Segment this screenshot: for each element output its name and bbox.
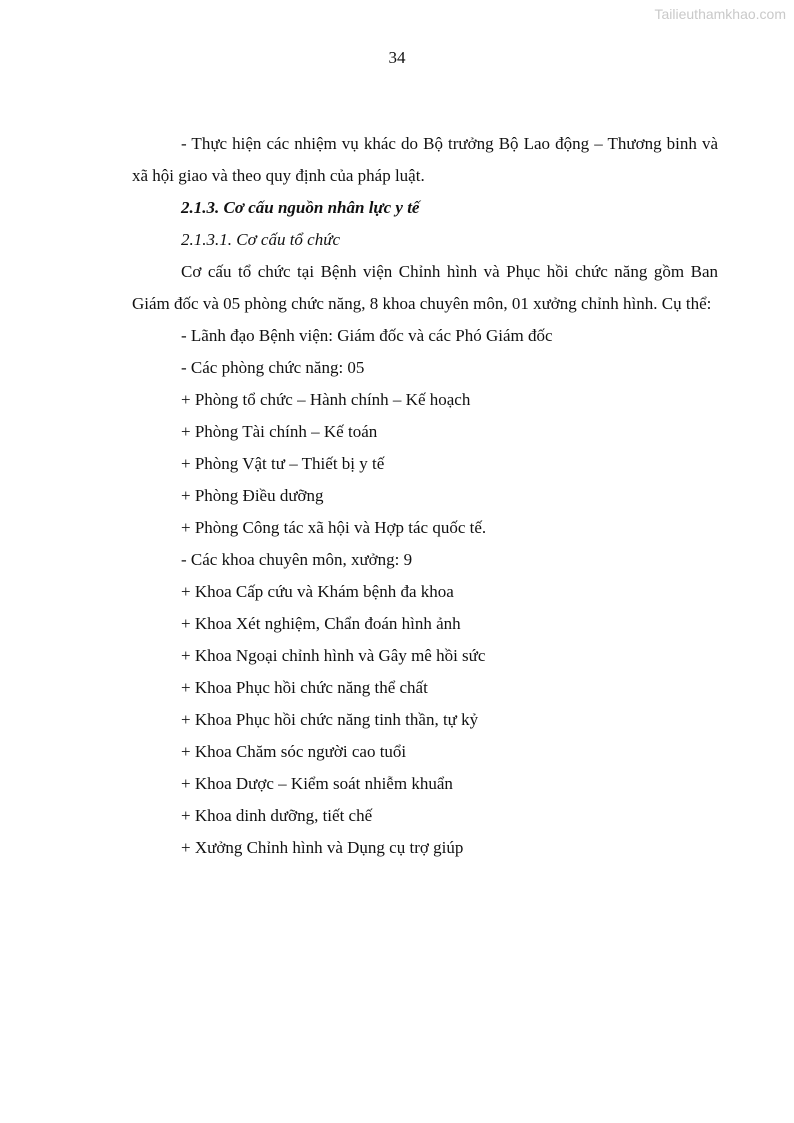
list-item: - Các khoa chuyên môn, xưởng: 9 <box>181 550 413 569</box>
list-item: + Khoa Phục hồi chức năng thể chất <box>181 678 428 697</box>
list-item: + Khoa Phục hồi chức năng tinh thần, tự kỷ <box>181 710 479 729</box>
list-item: - Lãnh đạo Bệnh viện: Giám đốc và các Phó Giám đốc <box>181 326 553 345</box>
list-item: + Phòng tổ chức – Hành chính – Kế hoạch <box>181 390 471 409</box>
list-item: + Khoa Cấp cứu và Khám bệnh đa khoa <box>181 582 454 601</box>
paragraph-duties: - Thực hiện các nhiệm vụ khác do Bộ trưởng Bộ Lao động – Thương binh và xã hội giao và theo quy định của pháp luật. <box>132 134 718 185</box>
list-item: + Phòng Công tác xã hội và Hợp tác quốc tế. <box>181 518 487 537</box>
list-item: + Phòng Điều dưỡng <box>181 486 324 505</box>
section-heading: 2.1.3. Cơ cấu nguồn nhân lực y tế <box>181 198 420 217</box>
document-body <box>132 128 718 864</box>
list-item: + Khoa Dược – Kiểm soát nhiễm khuẩn <box>181 774 453 793</box>
list-item: + Phòng Tài chính – Kế toán <box>181 422 378 441</box>
list-item: + Khoa dinh dưỡng, tiết chế <box>181 806 373 825</box>
watermark: Tailieuthamkhao.com <box>654 6 786 22</box>
list-item: + Khoa Ngoại chỉnh hình và Gây mê hồi sức <box>181 646 486 665</box>
list-item: + Khoa Xét nghiệm, Chẩn đoán hình ảnh <box>181 614 461 633</box>
paragraph-structure: Cơ cấu tổ chức tại Bệnh viện Chỉnh hình và Phục hồi chức năng gồm Ban Giám đốc và 05 phòng chức năng, 8 khoa chuyên môn, 01 xưởng chỉnh hình. Cụ thể: <box>132 262 718 313</box>
list-item: - Các phòng chức năng: 05 <box>181 358 365 377</box>
list-item: + Phòng Vật tư – Thiết bị y tế <box>181 454 385 473</box>
list-item: + Xưởng Chỉnh hình và Dụng cụ trợ giúp <box>181 838 464 857</box>
page-number: 34 <box>388 48 406 67</box>
subsection-heading: 2.1.3.1. Cơ cấu tổ chức <box>181 230 341 249</box>
list-item: + Khoa Chăm sóc người cao tuổi <box>181 742 407 761</box>
